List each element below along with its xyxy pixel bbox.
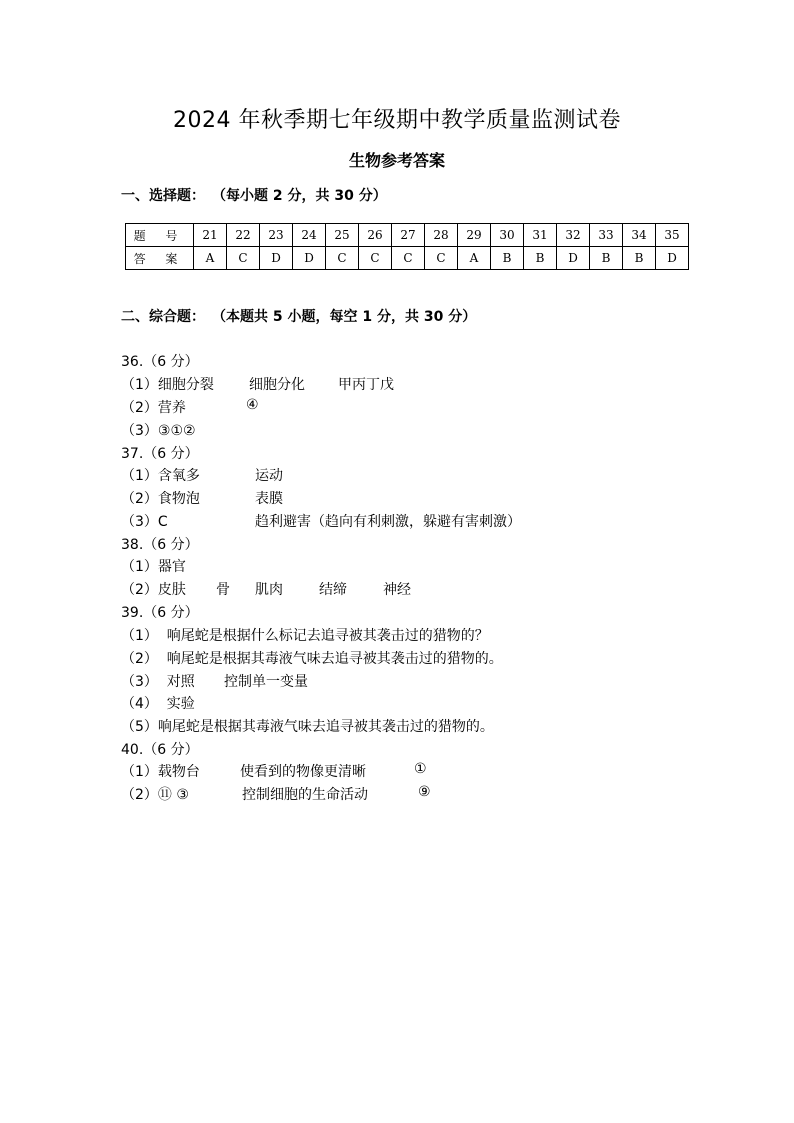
- answer-text: （2）营养: [121, 400, 186, 416]
- answer-text: ④: [246, 397, 259, 413]
- answer-text: 肌肉: [255, 582, 283, 598]
- answer-line: [121, 397, 721, 417]
- answer-line: [121, 761, 721, 781]
- answer-line: [121, 511, 721, 531]
- question-36-heading: 36.（6 分）: [121, 354, 199, 370]
- answer-text: （2）皮肤: [121, 582, 186, 598]
- table-cell: 28: [425, 224, 458, 247]
- answer-text: ⑨: [418, 784, 431, 800]
- answer-line: [121, 374, 721, 394]
- table-cell: C: [425, 247, 458, 270]
- answer-text: （3） 对照: [121, 674, 195, 690]
- table-cell: 29: [458, 224, 491, 247]
- table-cell: D: [557, 247, 590, 270]
- answer-text: 骨: [216, 582, 230, 598]
- table-cell: C: [227, 247, 260, 270]
- section-note: （本题共 5 小题，每空 1 分，共 30 分）: [219, 309, 477, 325]
- table-cell: B: [590, 247, 623, 270]
- table-header-cell: 题 号: [126, 224, 194, 247]
- table-cell: A: [194, 247, 227, 270]
- answer-text: 结缔: [319, 582, 347, 598]
- answer-text: ①: [414, 761, 427, 777]
- table-row-numbers: [126, 224, 689, 247]
- table-cell: B: [524, 247, 557, 270]
- answer-text: 神经: [383, 582, 411, 598]
- question-38-heading: 38.（6 分）: [121, 537, 199, 553]
- section-comprehensive-heading: [121, 306, 476, 326]
- table-cell: C: [326, 247, 359, 270]
- answer-text: 控制细胞的生命活动: [242, 787, 368, 803]
- table-row-answers: [126, 247, 689, 270]
- table-cell: A: [458, 247, 491, 270]
- answer-text: （2）⑪ ③: [121, 787, 189, 803]
- answer-table: [125, 223, 689, 270]
- table-cell: 34: [623, 224, 656, 247]
- section-note: （每小题 2 分，共 30 分）: [219, 188, 387, 204]
- table-cell: 33: [590, 224, 623, 247]
- answer-line: （1）器官: [121, 559, 186, 575]
- answer-text: 细胞分化: [249, 377, 305, 393]
- answer-text: 趋利避害（趋向有利刺激，躲避有害刺激）: [255, 514, 521, 530]
- table-cell: 32: [557, 224, 590, 247]
- answer-line: [121, 465, 721, 485]
- answer-text: （1）载物台: [121, 764, 200, 780]
- answer-text: 表膜: [255, 491, 283, 507]
- table-cell: 31: [524, 224, 557, 247]
- table-cell: D: [260, 247, 293, 270]
- answer-line: [121, 784, 721, 804]
- table-cell: B: [491, 247, 524, 270]
- page-subtitle: 生物参考答案: [348, 151, 445, 170]
- table-cell: 35: [656, 224, 689, 247]
- answer-text: （3）C: [121, 514, 168, 530]
- answer-text: （1）含氧多: [121, 468, 200, 484]
- table-cell: 26: [359, 224, 392, 247]
- section-label: 一、选择题：: [121, 188, 205, 204]
- section-label: 二、综合题：: [121, 309, 205, 325]
- section-choice-heading: [121, 185, 387, 205]
- table-header-cell: 答 案: [126, 247, 194, 270]
- question-39-heading: 39.（6 分）: [121, 605, 199, 621]
- table-cell: D: [656, 247, 689, 270]
- table-cell: C: [359, 247, 392, 270]
- answer-text: （1）细胞分裂: [121, 377, 214, 393]
- answer-text: 使看到的物像更清晰: [240, 764, 366, 780]
- table-cell: 30: [491, 224, 524, 247]
- question-40-heading: 40.（6 分）: [121, 742, 199, 758]
- answer-line: [121, 579, 721, 599]
- table-cell: 22: [227, 224, 260, 247]
- table-cell: D: [293, 247, 326, 270]
- answer-line: （3）③①②: [121, 423, 196, 439]
- table-cell: 27: [392, 224, 425, 247]
- answer-line: （5）响尾蛇是根据其毒液气味去追寻被其袭击过的猎物的。: [121, 719, 494, 735]
- table-cell: 21: [194, 224, 227, 247]
- answer-text: 运动: [255, 468, 283, 484]
- answer-line: （2） 响尾蛇是根据其毒液气味去追寻被其袭击过的猎物的。: [121, 651, 503, 667]
- table-cell: 24: [293, 224, 326, 247]
- answer-line: [121, 671, 721, 691]
- answer-text: （2）食物泡: [121, 491, 200, 507]
- question-37-heading: 37.（6 分）: [121, 446, 199, 462]
- answer-text: 甲丙丁戊: [338, 377, 394, 393]
- answer-text: 控制单一变量: [224, 674, 308, 690]
- answer-line: [121, 488, 721, 508]
- table-cell: B: [623, 247, 656, 270]
- table-cell: 25: [326, 224, 359, 247]
- page-title: 2024 年秋季期七年级期中教学质量监测试卷: [173, 108, 621, 133]
- table-cell: C: [392, 247, 425, 270]
- answer-line: （4） 实验: [121, 696, 195, 712]
- table-cell: 23: [260, 224, 293, 247]
- answer-line: （1） 响尾蛇是根据什么标记去追寻被其袭击过的猎物的？: [121, 628, 489, 644]
